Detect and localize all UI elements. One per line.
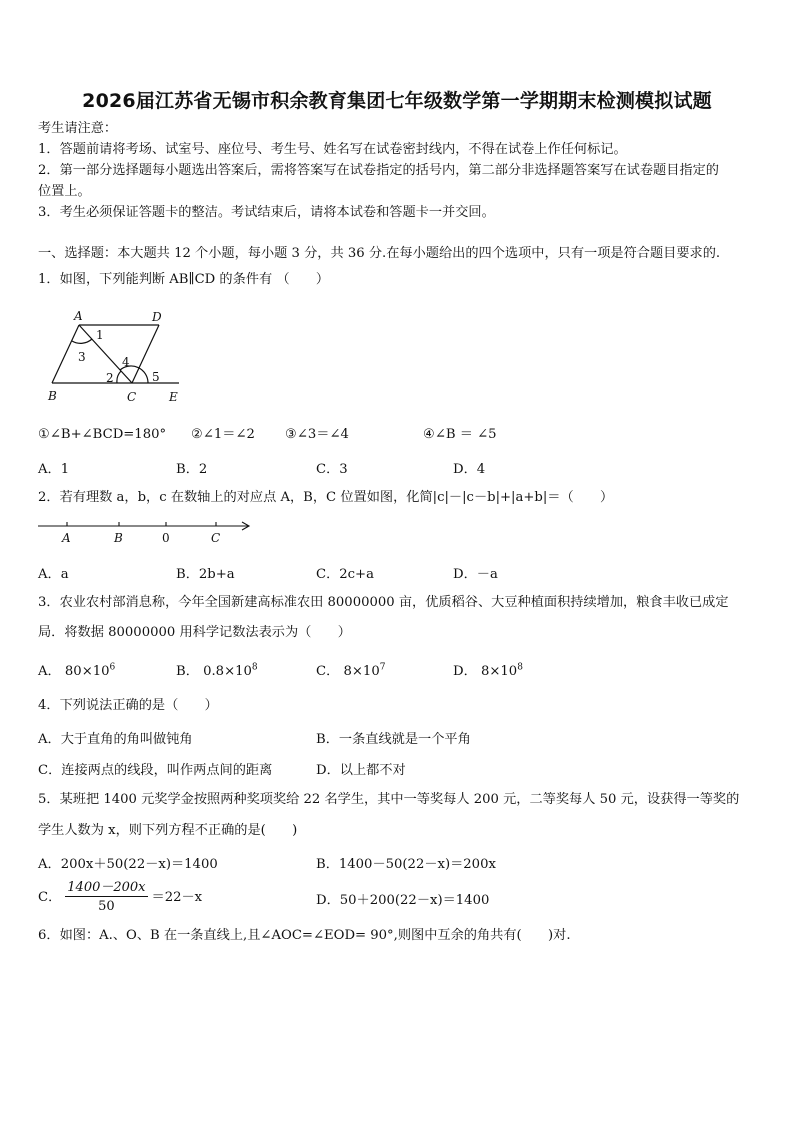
question-4-option-d[interactable]: D．以上都不对 [316,763,406,778]
option-exponent: 7 [379,662,386,673]
question-1-condition: ④∠B ＝ ∠5 [423,427,497,442]
notice-item: 位置上。 [38,184,91,199]
axis-label-b: B [114,531,123,545]
point-d-label: D [152,310,162,324]
question-2-option-d[interactable]: D．－a [453,567,498,582]
option-rhs: ＝22－x [151,889,203,905]
question-3-stem-cont: 局．将数据 80000000 用科学记数法表示为（ ） [38,625,351,640]
question-2-option-b[interactable]: B．2b+a [176,567,235,582]
question-5-option-d[interactable]: D．50＋200(22－x)＝1400 [316,893,490,908]
option-value: 0.8×10 [203,664,252,679]
notice-item: 3．考生必须保证答题卡的整洁。考试结束后，请将本试卷和答题卡一并交回。 [38,205,495,220]
fraction-denominator: 50 [98,899,115,914]
point-a-label: A [74,309,83,323]
question-4-option-a[interactable]: A．大于直角的角叫做钝角 [38,732,193,747]
question-5-option-c[interactable] [38,876,202,914]
notice-heading: 考生请注意： [38,121,118,136]
point-b-label: B [48,389,57,403]
question-1-option-c[interactable]: C．3 [316,462,348,477]
question-1-condition: ①∠B+∠BCD=180° [38,427,167,442]
question-6-stem: 6．如图：A.、O、B 在一条直线上,且∠AOC=∠EOD= 90°,则图中互余的角共有( )对. [38,928,571,943]
question-3-stem: 3．农业农村部消息称，今年全国新建高标准农田 80000000 亩，优质稻谷、大豆种植面积持续增加，粮食丰收已成定 [38,595,729,610]
question-2-stem: 2．若有理数 a，b，c 在数轴上的对应点 A，B，C 位置如图，化简|c|－|c－b|+|a+b|＝（ ） [38,490,614,505]
option-value: 80×10 [64,664,110,679]
question-1-option-b[interactable]: B．2 [176,462,208,477]
option-label: B． [176,664,199,679]
question-4-stem: 4．下列说法正确的是（ ） [38,698,218,713]
question-5-option-a[interactable]: A．200x＋50(22－x)＝1400 [38,857,218,872]
question-1-condition: ③∠3＝∠4 [285,427,349,442]
question-1-figure [40,305,200,405]
axis-label-c: C [211,531,221,545]
option-exponent: 8 [517,662,523,673]
question-5-option-b[interactable]: B．1400－50(22－x)＝200x [316,857,496,872]
fraction [65,876,147,914]
question-5-stem: 5．某班把 1400 元奖学金按照两种奖项奖给 22 名学生，其中一等奖每人 200 元，二等奖每人 50 元，设获得一等奖的 [38,792,740,807]
option-exponent: 8 [251,662,258,673]
option-label: D． [453,664,477,679]
option-value: 8×10 [480,664,518,679]
angle-1-label: 1 [96,328,104,342]
page-title: 2026届江苏省无锡市积余教育集团七年级数学第一学期期末检测模拟试题 [82,90,712,112]
question-3-option-b[interactable] [176,660,258,679]
angle-2-label: 2 [106,371,114,385]
fraction-numerator: 1400－200x [65,876,147,897]
question-1-option-a[interactable]: A．1 [38,462,70,477]
question-1-stem: 1．如图，下列能判断 AB∥CD 的条件有 （ ） [38,272,330,287]
option-value: 8×10 [343,664,380,679]
option-label: C． [316,664,340,679]
question-4-option-c[interactable]: C．连接两点的线段，叫作两点间的距离 [38,763,273,778]
question-2-option-a[interactable]: A．a [38,567,69,582]
question-1-option-d[interactable]: D．4 [453,462,486,477]
axis-label-zero: 0 [162,531,170,545]
question-4-option-b[interactable]: B．一条直线就是一个平角 [316,732,471,747]
question-3-option-c[interactable] [316,660,385,679]
angle-3-label: 3 [78,350,86,364]
section-heading: 一、选择题：本大题共 12 个小题，每小题 3 分，共 36 分.在每小题给出的四个选项中，只有一项是符合题目要求的. [38,246,721,261]
notice-item: 1．答题前请将考场、试室号、座位号、考生号、姓名写在试卷密封线内，不得在试卷上作任何标记。 [38,142,627,157]
angle-4-label: 4 [122,355,130,369]
question-5-stem-cont: 学生人数为 x，则下列方程不正确的是( ) [38,823,298,838]
question-1-condition: ②∠1＝∠2 [191,427,255,442]
question-3-option-a[interactable] [38,660,115,679]
option-label: C． [38,889,62,905]
point-e-label: E [169,390,178,404]
point-c-label: C [127,390,137,404]
axis-label-a: A [62,531,71,545]
notice-item: 2．第一部分选择题每小题选出答案后，需将答案写在试卷指定的括号内，第二部分非选择题答案写在试卷题目指定的 [38,163,719,178]
option-exponent: 6 [109,662,116,673]
number-line [36,515,256,549]
question-3-option-d[interactable] [453,660,523,679]
question-2-option-c[interactable]: C．2c+a [316,567,374,582]
angle-5-label: 5 [152,370,160,384]
option-label: A． [38,664,61,679]
